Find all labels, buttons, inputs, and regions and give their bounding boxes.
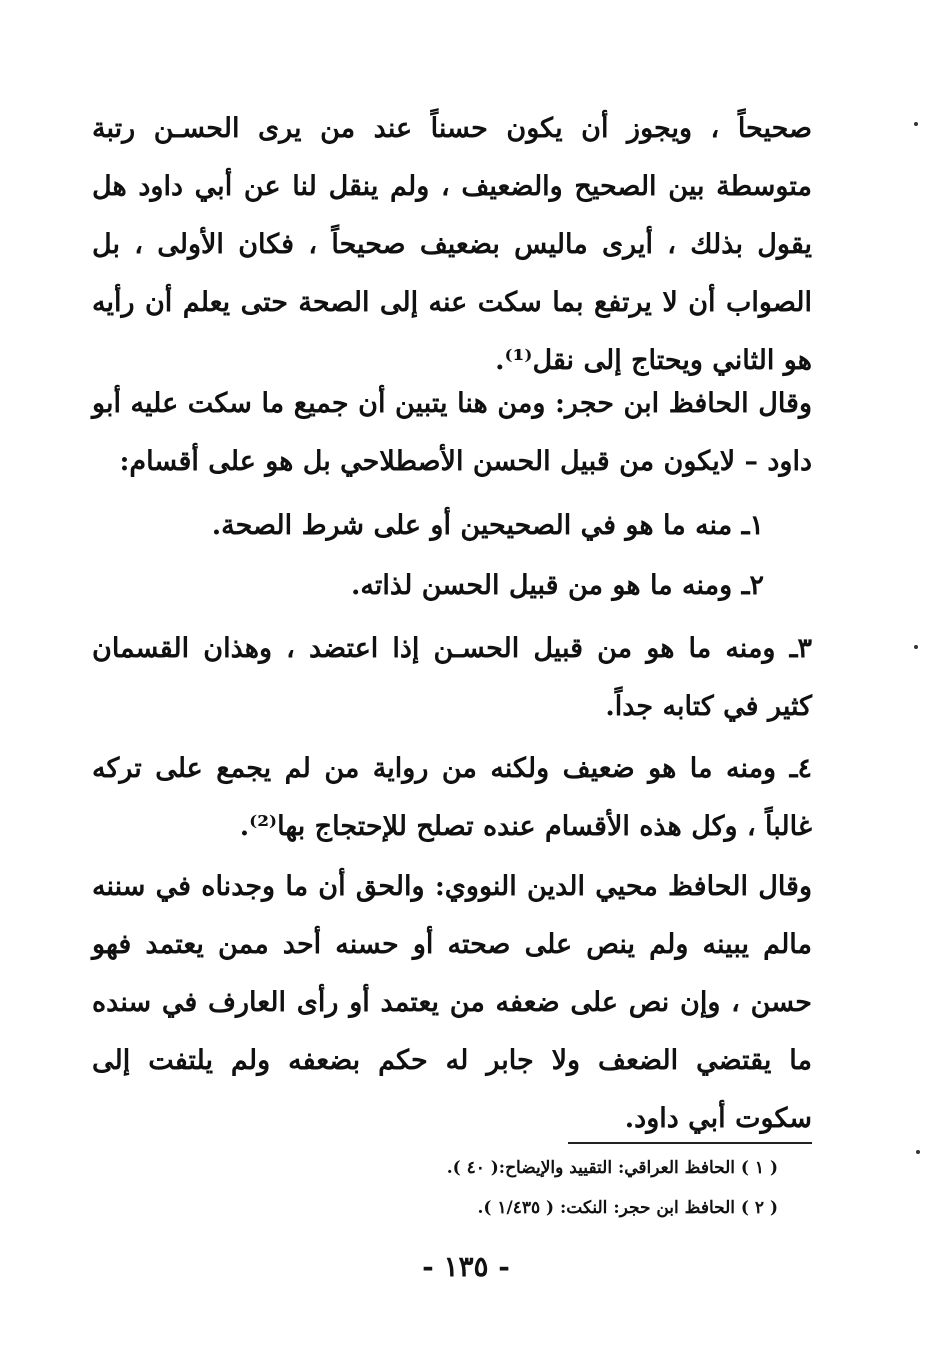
margin-mark: [916, 1150, 920, 1154]
body-paragraph: [92, 858, 812, 1148]
paragraph-text: وقال الحافظ محيي الدين النووي: والحق أن ما وجدناه في سننه مالم يبينه ولم ينص على صحته أو حسنه أحد ممن يعتمد فهو حسن ، وإن نص على ضعفه من يعتمد أو رأى العارف في سنده ما يقتضي الضعف ولا جابر له حكم بضعفه ولم يلتفت إلى سكوت أبي داود.: [92, 871, 812, 1134]
list-item: [92, 740, 812, 856]
list-item-text: ٤ـ ومنه ما هو ضعيف ولكنه من رواية من لم يجمع على تركه غالباً ، وكل هذه الأقسام عنده تصلح للإحتجاج بها⁽²⁾.: [92, 753, 812, 842]
list-item: [92, 620, 812, 736]
margin-mark: [914, 645, 918, 649]
list-item-text: ٢ـ ومنه ما هو من قبيل الحسن لذاته.: [351, 570, 764, 601]
footnote-divider: [568, 1142, 812, 1144]
body-paragraph: [92, 375, 812, 491]
list-item: [92, 557, 812, 615]
list-item-text: ١ـ منه ما هو في الصحيحين أو على شرط الصحة.: [211, 510, 764, 541]
footnote: ( ٢ ) الحافظ ابن حجر: النكت: ( ١/٤٣٥ ).: [477, 1198, 778, 1218]
body-paragraph: [92, 100, 812, 390]
paragraph-text: وقال الحافظ ابن حجر: ومن هنا يتبين أن جميع ما سكت عليه أبو داود – لايكون من قبيل الحسن الأصطلاحي بل هو على أقسام:: [92, 388, 812, 477]
page-number: - ١٣٥ -: [422, 1250, 510, 1283]
footnote: ( ١ ) الحافظ العراقي: التقييد والإيضاح:( ٤٠ ).: [446, 1158, 778, 1178]
list-item: [92, 497, 812, 555]
list-item-text: ٣ـ ومنه ما هو من قبيل الحسـن إذا اعتضد ، وهذان القسمان كثير في كتابه جداً.: [92, 633, 812, 722]
paragraph-text: صحيحاً ، ويجوز أن يكون حسناً عند من يرى الحسـن رتبة متوسطة بين الصحيح والضعيف ، ولم ينقل لنا عن أبي داود هل يقول بذلك ، أيرى ماليس بضعيف صحيحاً ، فكان الأولى ، بل الصواب أن لا يرتفع بما سكت عنه إلى الصحة حتى يعلم أن رأيه هو الثاني ويحتاج إلى نقل⁽¹⁾.: [92, 113, 812, 376]
margin-mark: [914, 122, 918, 126]
